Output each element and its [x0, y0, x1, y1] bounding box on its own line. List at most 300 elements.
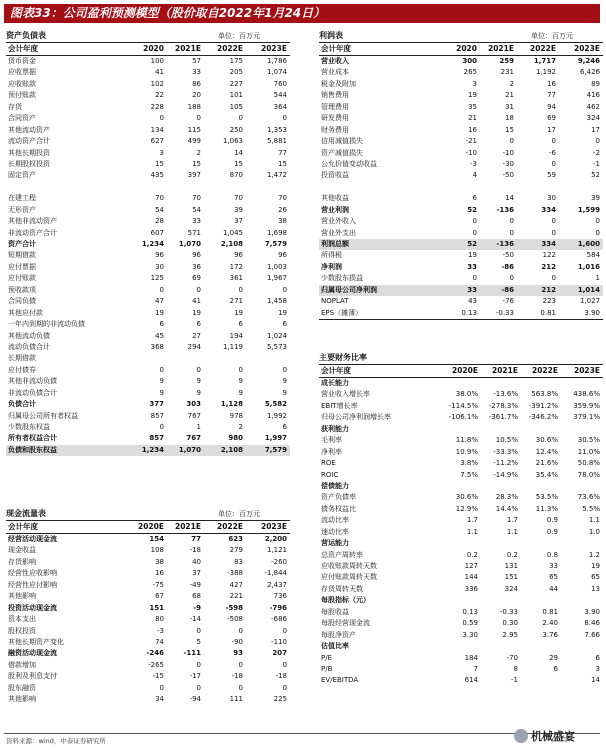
table-row: [6, 433, 290, 444]
row-value: 15: [278, 159, 287, 168]
row-value: -2: [593, 148, 600, 157]
row-value: 7,579: [264, 240, 287, 248]
row-value: 105: [229, 102, 243, 111]
row-label: 货币资金: [8, 57, 36, 65]
unit-label: 单位：百万元: [531, 32, 573, 40]
row-value: [481, 424, 521, 435]
row-value: 9: [159, 388, 164, 397]
row-label: 无形资产: [8, 205, 36, 214]
table-row: [6, 353, 290, 364]
cashflow-name: 现金流量表: [6, 509, 46, 518]
row-value: 9: [238, 377, 243, 386]
row-label: 总资产周转率: [321, 550, 363, 559]
row-label: 资产减值损失: [321, 148, 363, 157]
table-row: [6, 376, 290, 387]
row-label: 税金及附加: [321, 79, 356, 88]
row-value: 228: [150, 102, 164, 111]
row-value: -14: [189, 615, 201, 624]
row-value: -30: [502, 159, 514, 168]
table-row: [319, 159, 603, 170]
row-label: 长期股权投资: [8, 159, 50, 168]
table-row: [319, 170, 603, 181]
row-value: 1,992: [266, 411, 287, 420]
table-row: [6, 422, 290, 433]
row-value: [521, 538, 561, 549]
watermark: [514, 728, 575, 744]
row-label: 成长能力: [321, 379, 349, 387]
row-label: 预收款项: [8, 285, 36, 294]
row-value: 16: [155, 569, 164, 578]
row-value: 29: [549, 653, 558, 662]
table-row: [6, 342, 290, 353]
table-row: [319, 205, 603, 216]
row-value: 0: [196, 285, 201, 294]
row-value: 188: [187, 102, 201, 111]
row-label: 每股净资产: [321, 630, 356, 639]
row-value: 38.0%: [455, 390, 478, 399]
row-value: -70: [506, 653, 518, 662]
row-value: -106.1%: [448, 413, 478, 422]
row-value: -11.2%: [493, 459, 518, 468]
row-value: 0: [282, 683, 287, 692]
row-value: 102: [150, 79, 164, 88]
row-value: 0: [238, 660, 243, 669]
row-value: [481, 481, 521, 492]
row-value: 0: [509, 217, 514, 226]
table-row: [6, 365, 290, 376]
balance-sheet-panel: [6, 30, 290, 456]
row-value: [204, 353, 246, 364]
row-value: 54: [155, 205, 164, 214]
row-value: 70: [192, 194, 201, 203]
row-value: 0.81: [540, 308, 556, 317]
row-value: -10: [502, 148, 514, 157]
row-value: -796: [269, 603, 287, 612]
row-label: 应付票据: [8, 262, 36, 271]
table-row: [319, 630, 603, 641]
row-value: 10.5%: [495, 436, 518, 445]
header-year: 2022E: [530, 44, 556, 53]
table-row: [6, 534, 290, 545]
row-label: 其他收益: [321, 194, 349, 203]
row-value: -18: [231, 672, 243, 681]
row-value: 15: [192, 159, 201, 168]
row-label: 营业收入: [321, 57, 349, 65]
row-value: 33: [467, 285, 477, 294]
row-value: -136: [496, 205, 514, 214]
row-label: 营业外支出: [321, 228, 356, 237]
row-label: 营业外收入: [321, 217, 356, 226]
table-row: [6, 591, 290, 602]
header-year: 2023E: [574, 44, 600, 53]
row-value: 15: [155, 159, 164, 168]
row-value: 1,717: [533, 57, 556, 65]
table-row: [6, 228, 290, 239]
row-value: 17: [547, 125, 556, 134]
row-value: 1,014: [577, 285, 600, 294]
row-value: 427: [229, 580, 243, 589]
table-row: [6, 445, 290, 456]
row-label: 应付账款: [8, 274, 36, 283]
row-value: 1,458: [266, 297, 287, 306]
row-value: 74: [155, 637, 164, 646]
row-value: 9: [196, 377, 201, 386]
header-year: 2020: [143, 44, 164, 53]
row-value: 3: [472, 79, 477, 88]
row-value: 0: [509, 228, 514, 237]
row-value: 45: [155, 331, 164, 340]
row-value: 65: [549, 573, 558, 582]
row-value: 607: [150, 228, 164, 237]
row-value: 38: [278, 217, 287, 226]
table-row: [6, 603, 290, 614]
row-value: 127: [464, 562, 478, 570]
row-value: 37: [192, 569, 201, 578]
row-label: 短期借款: [8, 251, 36, 260]
row-value: 5,881: [266, 137, 287, 146]
table-row: [319, 228, 603, 239]
row-value: 19: [192, 308, 201, 317]
row-value: 259: [499, 57, 514, 65]
row-value: 3.90: [584, 308, 600, 317]
watermark-text: 机械盛宴: [531, 730, 575, 743]
row-label: 研发费用: [321, 114, 349, 123]
cashflow-title: [6, 508, 290, 520]
row-value: 1,234: [141, 445, 164, 454]
row-value: 6: [159, 320, 164, 329]
row-value: 1,997: [264, 434, 287, 443]
row-label: EBIT增长率: [321, 401, 358, 410]
row-value: 77: [547, 91, 556, 100]
row-value: 0: [595, 137, 600, 146]
table-row: [319, 250, 603, 261]
row-label: 偿债能力: [321, 481, 349, 490]
row-value: 767: [186, 434, 201, 443]
row-label: 流动负债合计: [8, 342, 50, 351]
row-value: 1,234: [141, 240, 164, 248]
row-value: -90: [231, 637, 243, 646]
row-value: 19: [591, 562, 600, 570]
table-row: [319, 113, 603, 124]
row-label: 在建工程: [8, 194, 36, 203]
row-value: 6: [282, 320, 287, 329]
table-row: [319, 148, 603, 159]
row-value: [559, 182, 603, 193]
row-value: 0: [551, 274, 556, 283]
row-value: 1,192: [535, 68, 556, 77]
row-value: -3: [470, 159, 477, 168]
row-value: 38: [155, 557, 164, 566]
table-row: [6, 308, 290, 319]
row-value: -508: [227, 615, 243, 624]
row-value: 1.7: [506, 516, 518, 525]
row-value: -18: [189, 546, 201, 555]
table-row: [6, 648, 290, 659]
row-value: 0.9: [546, 516, 558, 525]
table-row: [6, 660, 290, 671]
table-row: [6, 136, 290, 147]
row-label: 一年内到期的非流动负债: [8, 320, 85, 329]
row-value: 435: [150, 171, 164, 180]
row-value: 83: [234, 557, 243, 566]
row-label: 销售费用: [321, 91, 349, 100]
row-value: 144: [464, 573, 478, 582]
row-value: [480, 182, 517, 193]
row-value: -260: [271, 557, 287, 566]
row-value: 52: [467, 205, 477, 214]
row-label: 非流动资产合计: [8, 228, 57, 237]
row-label: 获利能力: [321, 424, 349, 433]
row-value: 279: [229, 546, 243, 555]
row-label: 财务费用: [321, 125, 349, 134]
row-value: 1,119: [222, 342, 243, 351]
row-value: 1,045: [222, 228, 243, 237]
balance-sheet-name: 资产负债表: [6, 31, 46, 40]
table-row: [319, 653, 603, 664]
row-value: 563.8%: [531, 390, 558, 399]
row-value: 1,074: [266, 68, 287, 77]
row-value: -278.3%: [488, 401, 518, 410]
row-value: 78.0%: [577, 470, 600, 479]
table-row: [6, 125, 290, 136]
row-value: [521, 675, 561, 686]
row-value: -15: [152, 672, 164, 681]
row-value: 31: [505, 102, 514, 111]
row-label: 归属母公司所有者权益: [8, 411, 78, 420]
row-value: 0.30: [502, 619, 518, 628]
row-label: 每股经营现金流: [321, 619, 370, 628]
row-value: 2: [196, 148, 201, 157]
row-value: 21.6%: [535, 459, 558, 468]
row-value: 70: [234, 194, 243, 203]
row-value: 3.30: [462, 630, 478, 639]
row-value: 0.2: [466, 550, 478, 559]
row-value: -86: [501, 285, 514, 294]
row-value: 614: [464, 676, 478, 685]
table-row: [6, 545, 290, 556]
row-value: 14: [505, 194, 514, 203]
row-value: 154: [149, 535, 164, 543]
row-value: 30.6%: [455, 493, 478, 502]
row-value: 857: [150, 411, 164, 420]
row-value: -49: [189, 580, 201, 589]
row-value: -6: [549, 148, 556, 157]
row-value: 34: [155, 695, 164, 704]
row-value: [561, 538, 603, 549]
row-value: 584: [586, 251, 600, 260]
row-value: 5,573: [266, 342, 287, 351]
row-label: ROIC: [321, 470, 339, 479]
row-value: [204, 182, 246, 193]
row-label: 融资活动现金流: [8, 649, 57, 658]
row-value: 6: [282, 423, 287, 431]
table-row: [319, 56, 603, 67]
table-row: [6, 285, 290, 296]
row-value: 17: [591, 125, 600, 134]
row-value: 0.13: [462, 607, 478, 616]
row-value: 623: [228, 535, 243, 543]
row-label: 净利率: [321, 447, 342, 456]
header-label: 会计年度: [321, 366, 351, 375]
row-value: 250: [229, 125, 243, 134]
table-row: [6, 399, 290, 410]
table-row: [319, 216, 603, 227]
table-row: [319, 435, 603, 446]
row-label: 毛利率: [321, 436, 342, 445]
row-value: 122: [542, 251, 556, 260]
table-row: [6, 262, 290, 273]
row-label: 预付账款: [8, 91, 36, 100]
row-value: 30: [547, 194, 556, 203]
row-value: -17: [189, 672, 201, 681]
row-value: 0: [196, 626, 201, 635]
ratios-title: [319, 352, 603, 364]
row-value: 93: [233, 649, 243, 658]
row-value: 571: [187, 228, 201, 237]
table-row: [319, 550, 603, 561]
row-value: 0: [282, 365, 287, 374]
table-row: [319, 561, 603, 572]
table-row: [319, 79, 603, 90]
row-value: 53.5%: [535, 493, 558, 502]
row-label: 流动比率: [321, 516, 349, 525]
row-value: 39: [591, 194, 600, 203]
row-value: 3: [595, 664, 600, 673]
row-value: 80: [155, 615, 164, 624]
row-value: 6,426: [579, 68, 600, 77]
row-value: 6: [196, 320, 201, 329]
table-row: [319, 273, 603, 284]
row-value: 44: [549, 584, 558, 593]
table-row: [6, 159, 290, 170]
row-label: 其他非流动负债: [8, 377, 57, 386]
row-value: -1: [593, 159, 600, 168]
row-value: 294: [187, 342, 201, 351]
table-row: [6, 113, 290, 124]
table-row: [319, 136, 603, 147]
row-value: [437, 595, 481, 606]
table-row: [319, 102, 603, 113]
row-value: 0: [551, 217, 556, 226]
row-label: 营业利润: [321, 205, 349, 214]
row-label: 存货影响: [8, 557, 36, 566]
row-value: 7: [473, 664, 478, 673]
row-value: [521, 378, 561, 389]
row-value: 221: [229, 592, 243, 601]
row-value: 14: [591, 676, 600, 685]
row-value: 9,246: [577, 57, 600, 65]
row-value: 1.2: [588, 550, 600, 559]
row-value: 94: [547, 102, 556, 111]
row-value: 303: [186, 400, 201, 409]
row-value: 978: [229, 411, 243, 420]
row-value: 2,108: [220, 240, 243, 248]
row-value: 231: [500, 68, 514, 77]
row-value: 627: [150, 137, 164, 146]
table-row: [319, 664, 603, 675]
table-row: [319, 447, 603, 458]
row-value: -94: [189, 695, 201, 704]
header-year: 2021E: [492, 366, 518, 375]
row-value: 12.4%: [535, 447, 558, 456]
row-label: 公允价值变动收益: [321, 159, 377, 168]
row-value: 54: [192, 205, 201, 214]
table-row: [319, 492, 603, 503]
row-value: 30.6%: [535, 436, 558, 445]
row-value: 96: [278, 251, 287, 260]
row-value: -3: [157, 626, 164, 635]
row-value: 151: [504, 573, 518, 582]
row-value: 0: [551, 159, 556, 168]
row-value: [167, 182, 204, 193]
row-value: -246: [146, 649, 164, 658]
row-value: [521, 481, 561, 492]
row-value: -9: [193, 603, 201, 612]
row-label: 非流动负债合计: [8, 388, 57, 397]
row-value: 0: [472, 217, 477, 226]
header-year: 2020E: [138, 522, 164, 531]
table-row: [319, 239, 603, 250]
row-value: 8.46: [584, 619, 600, 628]
row-value: 100: [150, 57, 164, 65]
row-label: 其他非流动资产: [8, 217, 57, 226]
row-value: 0: [196, 660, 201, 669]
row-label: 所得税: [321, 251, 342, 260]
table-row: [6, 557, 290, 568]
row-value: 151: [149, 603, 164, 612]
row-value: 0: [159, 423, 164, 431]
row-value: [561, 378, 603, 389]
table-row: [319, 412, 603, 423]
row-value: 11.8%: [455, 436, 478, 445]
row-value: 0: [238, 114, 243, 123]
row-value: 40: [192, 557, 201, 566]
row-value: 9: [159, 377, 164, 386]
table-row: [319, 308, 603, 320]
row-value: 1,967: [266, 274, 287, 283]
row-value: 1,698: [266, 228, 287, 237]
row-value: 1,016: [577, 262, 600, 271]
row-value: -114.5%: [448, 401, 478, 410]
row-value: -136: [496, 240, 514, 248]
row-value: [481, 538, 521, 549]
row-value: 1,128: [220, 400, 243, 409]
row-value: 11.0%: [577, 447, 600, 456]
row-value: 89: [591, 79, 600, 88]
row-value: 0: [551, 228, 556, 237]
table-row: [319, 67, 603, 78]
row-value: -75: [152, 580, 164, 589]
row-value: 47: [155, 297, 164, 306]
row-value: 0: [472, 228, 477, 237]
row-value: [561, 641, 603, 652]
row-value: 368: [150, 342, 164, 351]
row-value: 67: [155, 592, 164, 601]
section-header-row: [319, 595, 603, 606]
row-value: [437, 424, 481, 435]
unit-label: 单位：百万元: [218, 510, 260, 518]
row-value: 6: [472, 194, 477, 203]
table-row: [6, 79, 290, 90]
balance-sheet-table: [6, 42, 290, 456]
table-row: [6, 239, 290, 250]
row-label: 其他流动负债: [8, 331, 50, 340]
table-row: [6, 216, 290, 227]
row-value: [561, 595, 603, 606]
row-value: 499: [187, 137, 201, 146]
row-label: 应收账款: [8, 79, 36, 88]
row-value: 9: [282, 388, 287, 397]
